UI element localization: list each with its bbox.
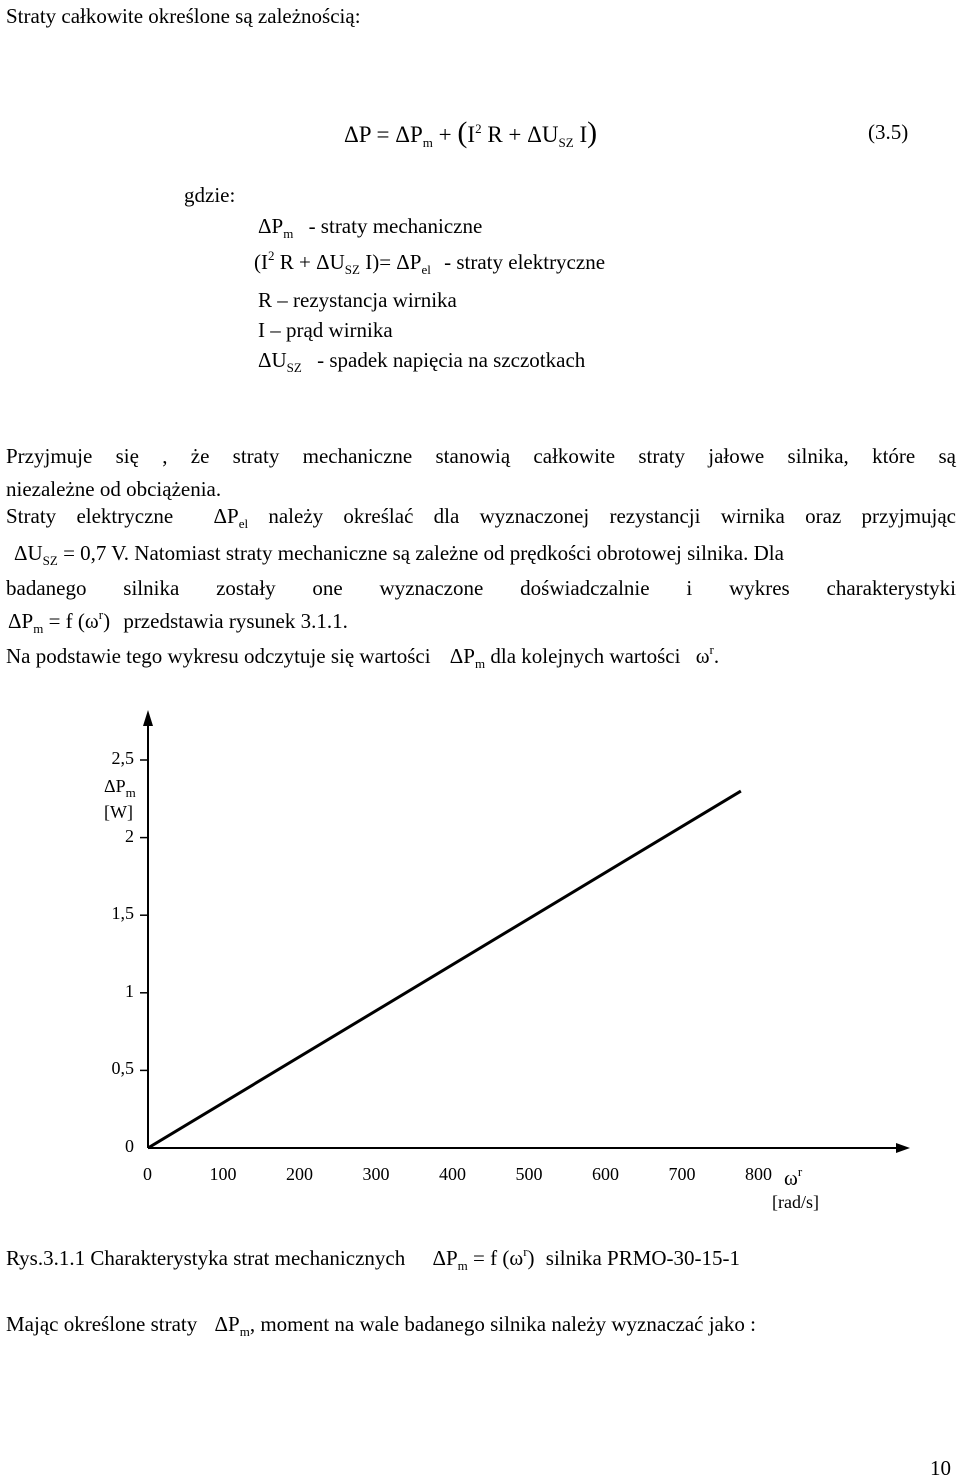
sym: ΔP — [8, 609, 34, 633]
x-tick-label: 500 — [515, 1164, 543, 1184]
where-sup: 2 — [268, 248, 275, 263]
where-desc: - spadek napięcia na szczotkach — [317, 348, 586, 372]
eq-close-paren: ) — [587, 116, 598, 149]
x-axis-label — [784, 1166, 802, 1191]
where-end: I)= ΔP — [359, 250, 422, 274]
text: . Natomiast straty mechaniczne są zależne od prędkości obrotowej silnika. Dla — [123, 541, 784, 565]
sym: ΔP — [213, 504, 239, 528]
intro-text: Straty całkowite określone są zależnością: — [6, 4, 361, 28]
final-line — [6, 1312, 756, 1337]
x-axis-sup: r — [797, 1164, 803, 1179]
y-tick-marks — [140, 760, 148, 1070]
where-desc: - straty elektryczne — [444, 250, 606, 274]
eq-i: I — [467, 122, 476, 147]
paragraph-1-line-2: niezależne od obciążenia. — [6, 477, 222, 501]
eq-r-plus: R + ΔU — [487, 122, 559, 147]
x-axis-unit: [rad/s] — [772, 1192, 819, 1212]
eq-sub-m: m — [422, 135, 433, 150]
x-tick-label: 600 — [592, 1164, 619, 1184]
y-axis-arrow — [143, 710, 153, 726]
y-axis-sub: m — [125, 785, 136, 800]
eq-sub-sz: SZ — [558, 135, 574, 150]
y-axis-symbol: ΔP — [104, 776, 126, 796]
sub: SZ — [42, 553, 58, 568]
figure-caption — [6, 1246, 740, 1271]
y-tick-label: 1 — [125, 980, 134, 1001]
sub: m — [33, 621, 44, 636]
where-mid: R + ΔU — [274, 250, 345, 274]
x-tick-label: 400 — [439, 1164, 466, 1184]
caption-sup: r — [523, 1244, 528, 1259]
where-sub: m — [283, 226, 294, 241]
y-axis-label — [104, 776, 136, 800]
equation-number: (3.5) — [868, 120, 909, 144]
where-sub: SZ — [286, 360, 302, 375]
caption-text: Rys.3.1.1 Charakterystyka strat mechanicznych — [6, 1246, 406, 1270]
text: Straty elektryczne — [6, 504, 174, 528]
eq-plus: + — [438, 122, 452, 147]
eq-i-end: I — [579, 122, 588, 147]
series-line — [148, 791, 741, 1148]
y-tick-label: 2,5 — [111, 748, 134, 768]
sup: r — [709, 642, 714, 657]
x-tick-label: 700 — [668, 1164, 696, 1184]
eq: = 0,7 V — [63, 541, 124, 565]
eq: = f (ω — [48, 609, 99, 633]
x-tick-label: 200 — [286, 1164, 313, 1184]
page-number: 10 — [930, 1456, 951, 1480]
text: Na podstawie tego wykresu odczytuje się wartości — [6, 644, 431, 668]
x-axis-arrow — [896, 1143, 910, 1153]
paragraph-1-line-1: Przyjmuje się , że straty mechaniczne stanowią całkowite straty jałowe silnika, które są — [6, 444, 956, 468]
eq-sup-2: 2 — [475, 121, 482, 136]
where-sym: (I — [254, 250, 268, 274]
x-tick-label: 100 — [209, 1164, 237, 1184]
paragraph-2-line-3: badanego silnika zostały one wyznaczone doświadczalnie i wykres charakterystyki — [6, 576, 956, 600]
sup: r — [98, 607, 104, 622]
y-tick-label: 2 — [125, 825, 134, 846]
sym: ΔU — [14, 541, 43, 565]
y-tick-label: 1,5 — [111, 903, 134, 924]
where-item-resistance: R – rezystancja wirnika — [258, 288, 457, 312]
final-sub: m — [239, 1324, 250, 1339]
where-sym: ΔP — [258, 214, 284, 238]
text: dla kolejnych wartości — [490, 644, 681, 668]
where-desc: - straty mechaniczne — [308, 214, 483, 238]
sub: el — [238, 516, 249, 531]
x-axis-symbol: ω — [784, 1166, 798, 1190]
paren: ) — [103, 609, 111, 633]
sub: m — [474, 656, 486, 671]
final-text-2: , moment na wale badanego silnika należy wyznaczać jako : — [249, 1312, 756, 1336]
where-label: gdzie: — [184, 183, 236, 207]
caption-text-2: silnika PRMO-30-15-1 — [545, 1246, 741, 1270]
x-tick-label: 0 — [143, 1164, 152, 1184]
caption-sub: m — [457, 1258, 468, 1273]
text: należy określać dla wyznaczonej rezystancji wirnika oraz przyjmując — [268, 504, 957, 528]
where-sub: SZ — [344, 262, 360, 277]
period: . — [713, 644, 720, 668]
x-tick-label: 800 — [745, 1164, 772, 1184]
sym: ΔP — [449, 644, 475, 668]
eq-lhs: ΔP = ΔP — [344, 122, 423, 147]
where-sub: el — [421, 262, 431, 277]
eq-open-paren: ( — [457, 116, 468, 149]
y-axis-unit: [W] — [104, 802, 133, 822]
where-sym: ΔU — [258, 348, 287, 372]
caption-eq: = f (ω — [473, 1246, 524, 1270]
final-sym: ΔP — [214, 1312, 240, 1336]
caption-sym: ΔP — [432, 1246, 458, 1270]
y-tick-label: 0,5 — [111, 1058, 134, 1079]
y-tick-label: 0 — [125, 1136, 134, 1156]
text: przedstawia rysunek 3.1.1. — [123, 609, 348, 633]
final-text: Mając określone straty — [6, 1312, 198, 1336]
x-tick-label: 300 — [362, 1164, 390, 1184]
where-item-current: I – prąd wirnika — [258, 318, 393, 342]
omega: ω — [695, 644, 710, 668]
caption-paren: ) — [527, 1246, 535, 1270]
